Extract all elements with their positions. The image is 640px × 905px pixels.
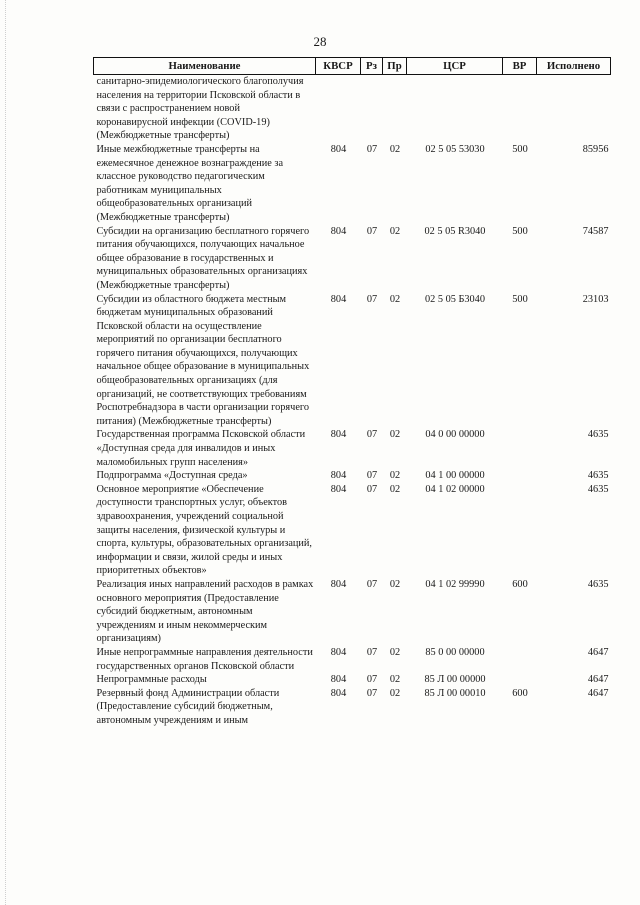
cell-csr: 04 1 02 00000	[425, 483, 485, 495]
cell-value: 4635	[587, 470, 609, 482]
cell-value: 4635	[587, 429, 609, 441]
cell-pr	[383, 75, 407, 143]
cell-rz: 07	[366, 470, 378, 482]
cell-pr: 02	[389, 578, 401, 590]
cell-value: 4635	[587, 483, 609, 495]
table-row	[94, 673, 611, 687]
cell-vr	[503, 483, 537, 578]
cell-vr: 500	[512, 143, 528, 155]
header-pr: Пр	[383, 58, 407, 75]
cell-rz: 07	[366, 143, 378, 155]
cell-name: Иные межбюджетные трансферты на ежемесячное денежное вознаграждение за классное руководство педагогическим работникам муниципальных общеобразовательных организаций (Межбюджетные трансферты)	[96, 143, 284, 223]
cell-name: Субсидии на организацию бесплатного горячего питания обучающихся, получающих начальное общее образование в государственных и муниципальных образовательных организациях (Межбюджетные трансферты)	[96, 225, 310, 291]
cell-pr: 02	[389, 646, 401, 658]
cell-name: Подпрограмма «Доступная среда»	[96, 470, 248, 482]
cell-csr: 04 0 00 00000	[425, 429, 485, 441]
table-row	[94, 469, 611, 483]
cell-rz: 07	[366, 578, 378, 590]
cell-csr: 04 1 02 99990	[425, 578, 485, 590]
cell-name: санитарно-эпидемиологического благополучия населения на территории Псковской области в связи с распространением новой коронавирусной инфекции (COVID-19) (Межбюджетные трансферты)	[96, 76, 304, 142]
cell-csr: 02 5 05 Б3040	[425, 293, 485, 305]
table-header	[94, 58, 611, 75]
cell-pr: 02	[389, 470, 401, 482]
cell-kvsr: 804	[330, 143, 347, 155]
table-row	[94, 483, 611, 578]
cell-vr: 600	[512, 687, 528, 699]
table-row	[94, 293, 611, 429]
cell-vr	[503, 75, 537, 143]
header-value: Исполнено	[537, 58, 611, 75]
cell-name: Основное мероприятие «Обеспечение доступности транспортных услуг, объектов здравоохранения, учреждений социальной защиты населения, физической культуры и спорта, культуры, образовательных организаций, информации и связи, жилой среды и иных приоритетных объектов»	[96, 483, 313, 577]
header-rz: Рз	[361, 58, 383, 75]
cell-pr: 02	[389, 293, 401, 305]
cell-value: 85956	[582, 143, 609, 155]
cell-rz: 07	[366, 293, 378, 305]
page-number: 28	[313, 34, 327, 49]
cell-csr: 02 5 05 53030	[425, 143, 485, 155]
cell-rz	[361, 75, 383, 143]
cell-kvsr: 804	[330, 293, 347, 305]
cell-csr: 85 0 00 00000	[425, 646, 485, 658]
cell-rz: 07	[366, 646, 378, 658]
table-body	[94, 75, 611, 728]
header-kvsr: КВСР	[316, 58, 361, 75]
cell-rz: 07	[366, 674, 378, 686]
cell-pr: 02	[389, 687, 401, 699]
cell-kvsr	[316, 75, 361, 143]
cell-name: Непрограммные расходы	[96, 674, 207, 686]
budget-table	[93, 57, 611, 728]
cell-kvsr: 804	[330, 578, 347, 590]
cell-vr: 500	[512, 225, 528, 237]
table-row	[94, 75, 611, 143]
header-name: Наименование	[94, 58, 316, 75]
cell-csr: 02 5 05 R3040	[424, 225, 486, 237]
cell-vr	[503, 469, 537, 483]
cell-pr: 02	[389, 483, 401, 495]
cell-vr	[503, 646, 537, 673]
table-row	[94, 578, 611, 646]
cell-rz: 07	[366, 483, 378, 495]
cell-pr: 02	[389, 674, 401, 686]
cell-kvsr: 804	[330, 470, 347, 482]
cell-vr	[503, 428, 537, 469]
cell-pr: 02	[389, 143, 401, 155]
cell-kvsr: 804	[330, 687, 347, 699]
cell-rz: 07	[366, 687, 378, 699]
cell-kvsr: 804	[330, 646, 347, 658]
table-row	[94, 687, 611, 728]
cell-value: 4647	[587, 687, 609, 699]
cell-name: Реализация иных направлений расходов в рамках основного мероприятия (Предоставление субсидий бюджетным, автономным учреждениям и иным некоммерческим организациям)	[96, 578, 314, 645]
cell-value: 74587	[582, 225, 609, 237]
cell-name: Государственная программа Псковской области «Доступная среда для инвалидов и иных маломобильных групп населения»	[96, 429, 306, 468]
cell-vr: 500	[512, 293, 528, 305]
table-row	[94, 143, 611, 225]
cell-kvsr: 804	[330, 429, 347, 441]
table-row	[94, 646, 611, 673]
header-vr: ВР	[503, 58, 537, 75]
cell-value	[537, 75, 611, 143]
cell-value: 23103	[582, 293, 609, 305]
cell-csr: 85 Л 00 00000	[424, 674, 486, 686]
table-row	[94, 225, 611, 293]
cell-kvsr: 804	[330, 483, 347, 495]
cell-csr: 85 Л 00 00010	[424, 687, 486, 699]
header-csr: ЦСР	[407, 58, 503, 75]
cell-vr: 600	[512, 578, 528, 590]
cell-pr: 02	[389, 225, 401, 237]
cell-name: Резервный фонд Администрации области (Предоставление субсидий бюджетным, автономным учреждениям и иным	[96, 687, 280, 726]
cell-name: Субсидии из областного бюджета местным бюджетам муниципальных образований Псковской области на осуществление мероприятий по организации бесплатного горячего питания обучающихся, получающих начальное общее образование в муниципальных общеобразовательных организациях (для организаций, не соответствующих требованиям Роспотребнадзора в части организации горячего питания) (Межбюджетные трансферты)	[96, 293, 310, 427]
table-row	[94, 428, 611, 469]
cell-kvsr: 804	[330, 225, 347, 237]
cell-csr	[407, 75, 503, 143]
cell-vr	[503, 673, 537, 687]
cell-value: 4647	[587, 674, 609, 686]
cell-csr: 04 1 00 00000	[425, 470, 485, 482]
cell-pr: 02	[389, 429, 401, 441]
cell-kvsr: 804	[330, 674, 347, 686]
scan-edge	[5, 0, 7, 905]
cell-rz: 07	[366, 429, 378, 441]
cell-name: Иные непрограммные направления деятельности государственных органов Псковской области	[96, 646, 313, 672]
cell-value: 4647	[587, 646, 609, 658]
cell-rz: 07	[366, 225, 378, 237]
cell-value: 4635	[587, 578, 609, 590]
header-row	[94, 58, 611, 75]
